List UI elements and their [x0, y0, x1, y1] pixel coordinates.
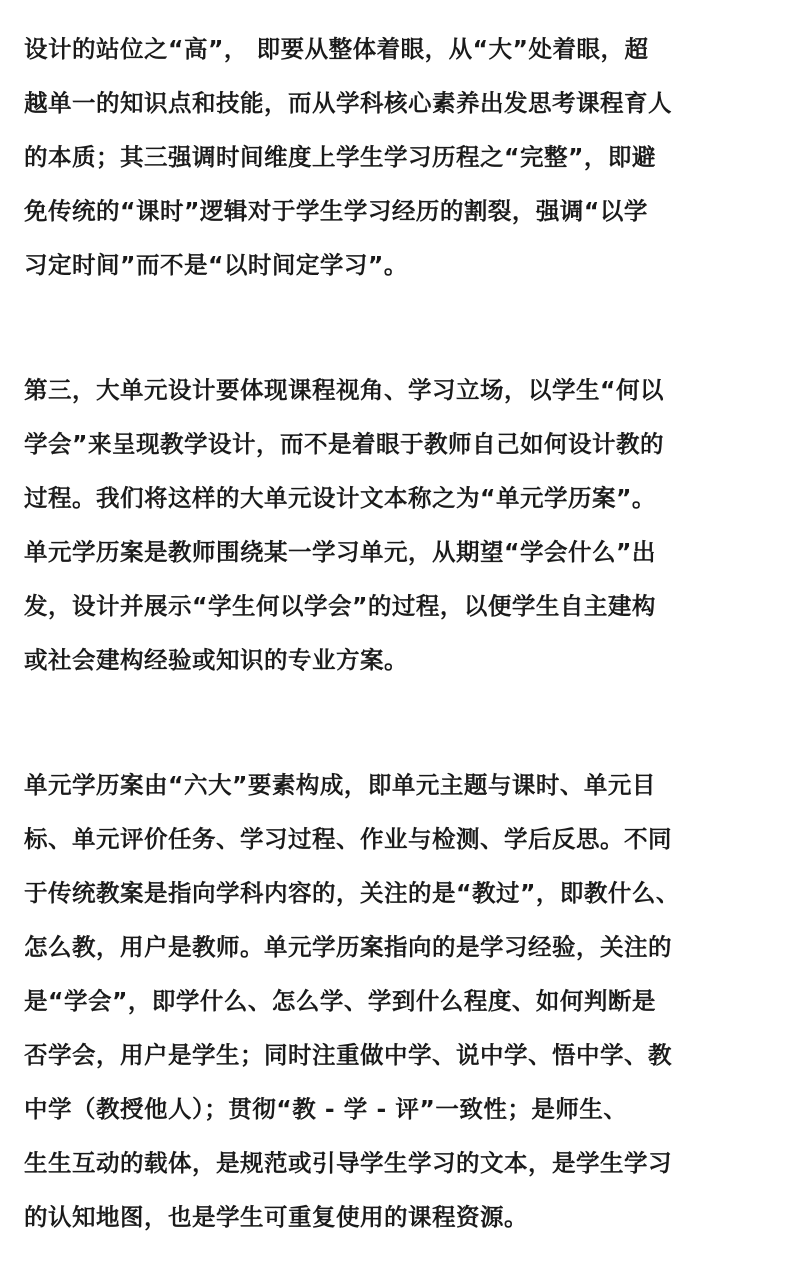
- text-line: 发，设计并展示“学生何以学会”的过程，以便学生自主建构: [24, 592, 656, 620]
- text-line: 于传统教案是指向学科内容的，关注的是“教过”，即教什么、: [24, 879, 680, 907]
- text-line: 第三，大单元设计要体现课程视角、学习立场，以学生“何以: [24, 376, 664, 404]
- text-line: 过程。我们将这样的大单元设计文本称之为“单元学历案”。: [24, 484, 656, 512]
- text-line: 否学会，用户是学生；同时注重做中学、说中学、悟中学、教: [24, 1041, 672, 1069]
- text-line: 设计的站位之“高”， 即要从整体着眼，从“大”处着眼，超: [24, 35, 649, 63]
- text-line: 的本质；其三强调时间维度上学生学习历程之“完整”，即避: [24, 143, 656, 171]
- paragraph-2: [24, 363, 784, 687]
- paragraph-1: [24, 22, 784, 292]
- text-line: 学会”来呈现教学设计，而不是着眼于教师自己如何设计教的: [24, 430, 664, 458]
- text-line: 怎么教，用户是教师。单元学历案指向的是学习经验，关注的: [24, 933, 672, 961]
- text-line: 单元学历案是教师围绕某一学习单元，从期望“学会什么”出: [24, 538, 656, 566]
- text-line: 越单一的知识点和技能，而从学科核心素养出发思考课程育人: [24, 89, 672, 117]
- text-line: 的认知地图，也是学生可重复使用的课程资源。: [24, 1203, 528, 1231]
- text-line: 单元学历案由“六大”要素构成，即单元主题与课时、单元目: [24, 771, 656, 799]
- text-line: 习定时间”而不是“以时间定学习”。: [24, 251, 408, 279]
- text-line: 标、单元评价任务、学习过程、作业与检测、学后反思。不同: [24, 825, 672, 853]
- paragraph-3: [24, 758, 784, 1244]
- text-line: 生生互动的载体，是规范或引导学生学习的文本，是学生学习: [24, 1149, 672, 1177]
- text-line: 免传统的“课时”逻辑对于学生学习经历的割裂，强调“以学: [24, 197, 648, 225]
- text-line: 是“学会”，即学什么、怎么学、学到什么程度、如何判断是: [24, 987, 656, 1015]
- text-line: 中学（教授他人）；贯彻“教 - 学 - 评”一致性；是师生、: [24, 1095, 628, 1123]
- text-line: 或社会建构经验或知识的专业方案。: [24, 646, 408, 674]
